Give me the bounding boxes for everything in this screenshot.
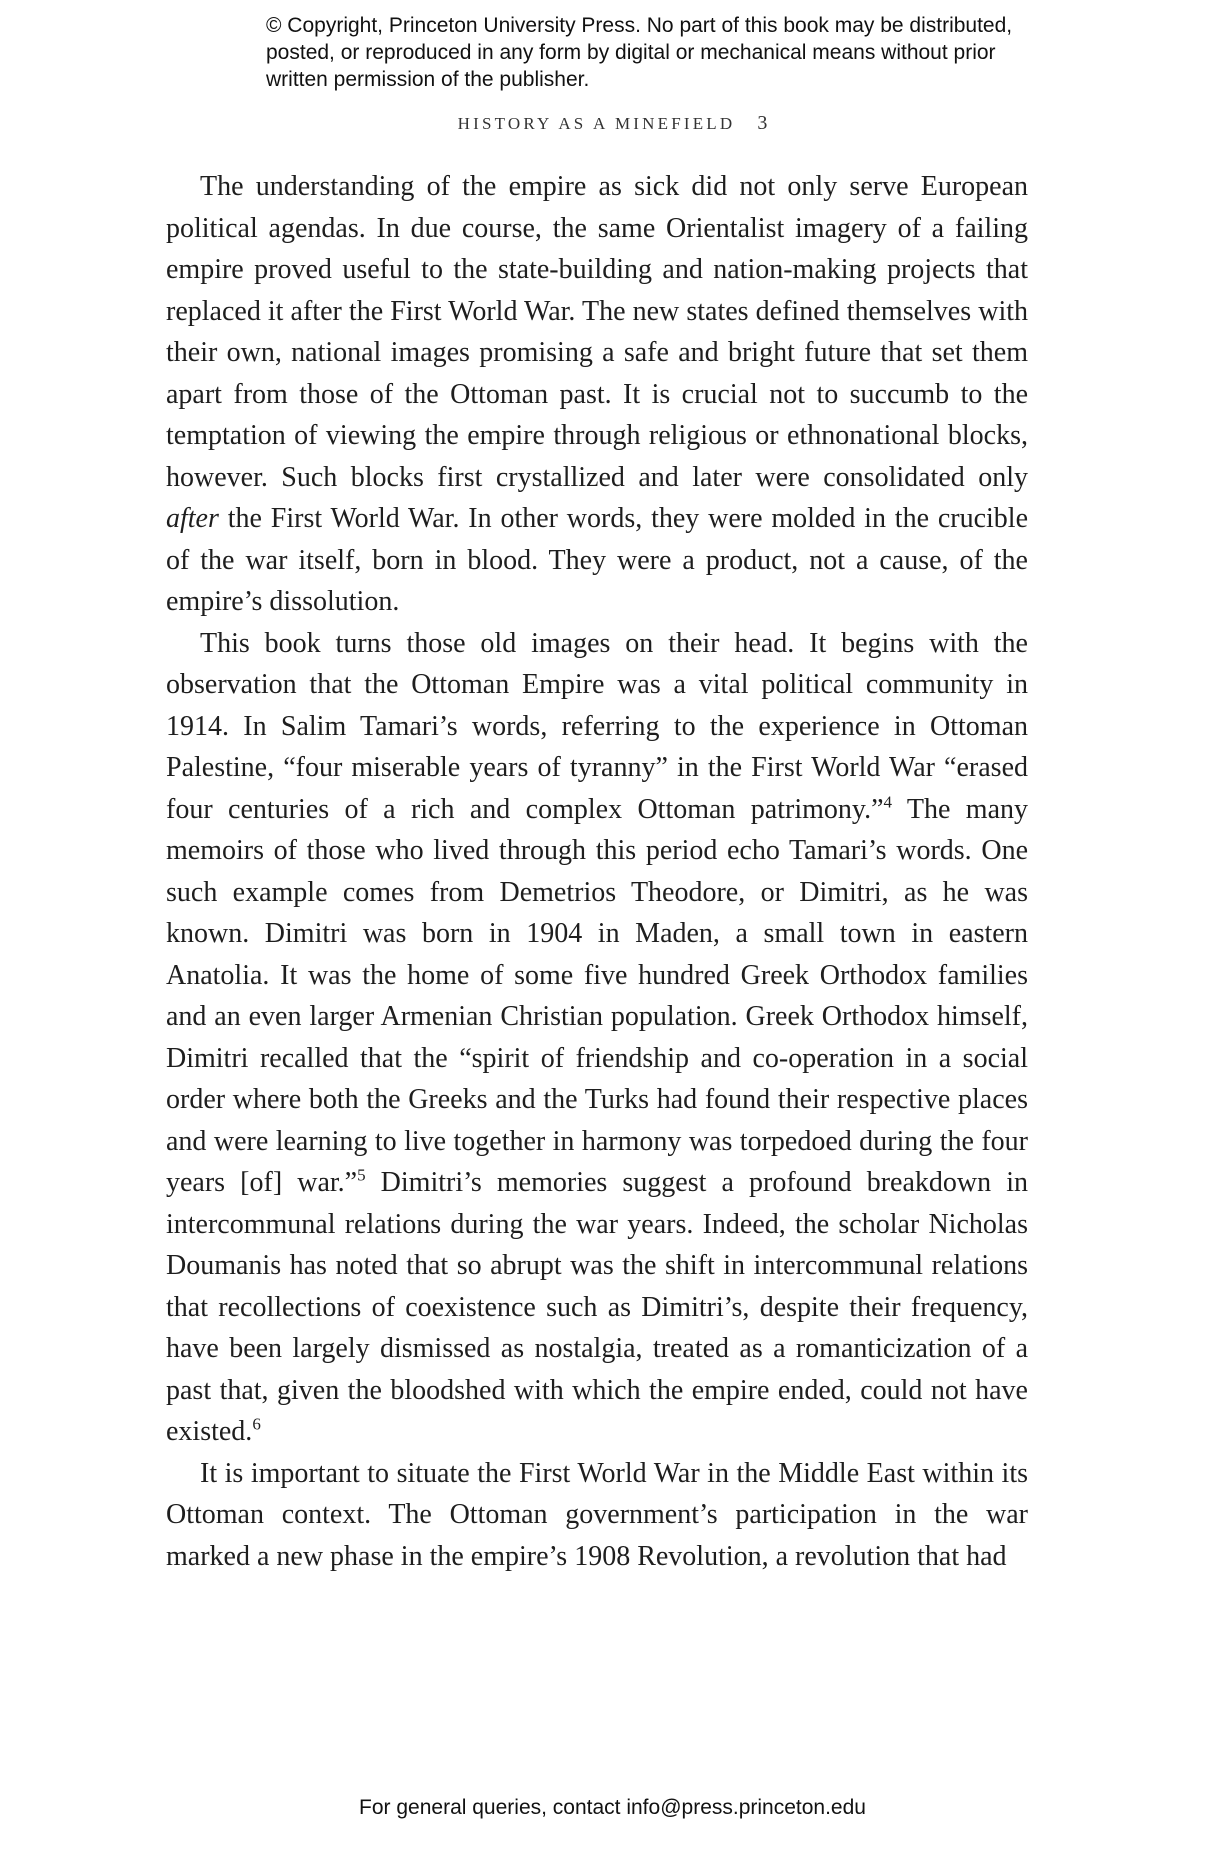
page-number: 3 [757,112,768,134]
paragraph-text: This book turns those old images on their head. It begins with the observation that the Ottoman Empire was a vital political community in 1914. In Salim Tamari’s words, referring to the experience in Ottoman Palestine, “four miserable years of tyranny” in the First World War “erased four centuries of a rich and complex Ottoman patrimony.” [166,627,1028,825]
paragraph [166,1453,1028,1578]
paragraph-text-continued: the First World War. In other words, they were molded in the crucible of the war itself, born in blood. They were a product, not a cause, of the empire’s dissolution. [166,503,1028,617]
copyright-notice: © Copyright, Princeton University Press. No part of this book may be distributed, posted, or reproduced in any form by digital or mechanical means without prior written permission of the publisher. [266,14,1013,91]
running-head-title: HISTORY AS A MINEFIELD [457,114,736,133]
paragraph-text-continued: The many memoirs of those who lived through this period echo Tamari’s words. One such example comes from Demetrios Theodore, or Dimitri, as he was known. Dimitri was born in 1904 in Maden, a small town in eastern Anatolia. It was the home of some five hundred Greek Orthodox families and an even larger Armenian Christian population. Greek Orthodox himself, Dimitri recalled that the “spirit of friendship and co-operation in a social order where both the Greeks and the Turks had found their respective places and were learning to live together in harmony was torpedoed during the four years [of] war.” [166,793,1028,1198]
body-text [166,166,1028,1577]
footer-contact: For general queries, contact info@press.princeton.edu [359,1796,866,1819]
paragraph [166,166,1028,623]
footnote-reference: 5 [357,1165,366,1185]
running-head [0,112,1225,135]
paragraph-text: The understanding of the empire as sick did not only serve European political agendas. In due course, the same Orientalist imagery of a failing empire proved useful to the state-building and nation-making projects that replaced it after the First World War. The new states defined themselves with their own, national images promising a safe and bright future that set them apart from those of the Ottoman past. It is crucial not to succumb to the temptation of viewing the empire through religious or ethnonational blocks, however. Such blocks first crystallized and later were consolidated only [166,171,1028,493]
footnote-reference: 6 [252,1414,261,1434]
paragraph [166,623,1028,1453]
paragraph-text: It is important to situate the First World War in the Middle East within its Ottoman context. The Ottoman government’s participation in the war marked a new phase in the empire’s 1908 Revolution, a revolution that had [166,1457,1028,1572]
paragraph-text-continued: Dimitri’s memories suggest a profound breakdown in intercommunal relations during the war years. Indeed, the scholar Nicholas Doumanis has noted that so abrupt was the shift in intercommunal relations that recollections of coexistence such as Dimitri’s, despite their frequency, have been largely dismissed as nostalgia, treated as a romanticization of a past that, given the bloodshed with which the empire ended, could not have existed. [166,1167,1029,1447]
footnote-reference: 4 [883,792,893,812]
emphasis-text: after [166,503,219,534]
